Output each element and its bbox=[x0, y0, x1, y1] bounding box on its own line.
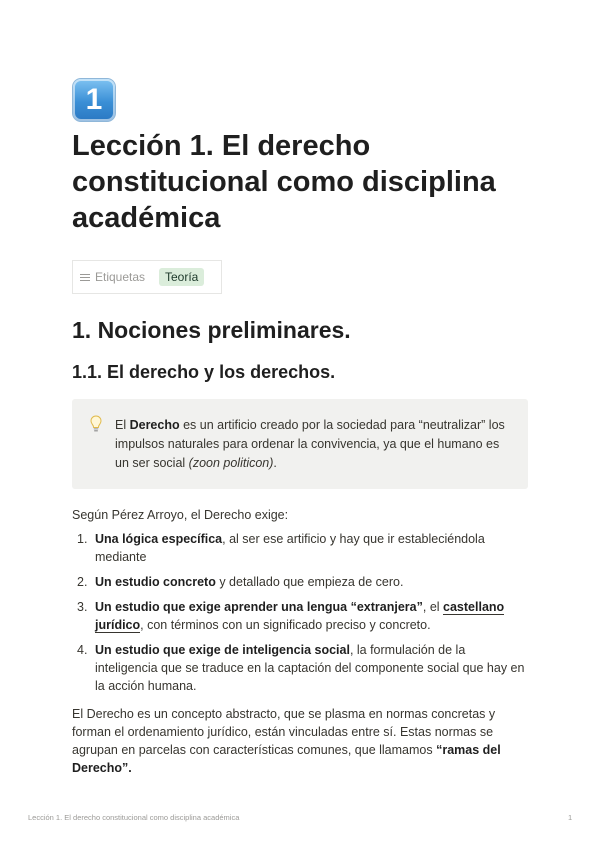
property-label[interactable] bbox=[73, 270, 159, 284]
callout-text: El Derecho es un artificio creado por la sociedad para “neutralizar” los impulsos naturales para ordenar la convivencia, ya que el humano es un ser social (zoon politicon). bbox=[115, 418, 505, 470]
list-item: 1. Una lógica específica, al ser ese artificio y hay que ir estableciéndola mediante bbox=[77, 532, 485, 564]
outro-paragraph: El Derecho es un concepto abstracto, que se plasma en normas concretas y forman el ordenamiento jurídico, están vinculadas entre sí. Estas normas se agrupan en parcelas con características comunes, que llamamos “ramas del Derecho”. bbox=[72, 707, 501, 775]
intro-paragraph: Según Pérez Arroyo, el Derecho exige: bbox=[72, 508, 289, 522]
properties-row bbox=[72, 260, 222, 294]
castellano-juridico-link[interactable]: castellano jurídico bbox=[95, 600, 505, 632]
page-number: 1 bbox=[568, 813, 573, 822]
footer-title: Lección 1. El derecho constitucional como disciplina académica bbox=[28, 813, 240, 822]
keycap-one-icon: 1 bbox=[73, 79, 115, 121]
section-heading: 1. Nociones preliminares. bbox=[72, 317, 351, 343]
list-item: 4. Un estudio que exige de inteligencia social, la formulación de la inteligencia que se traduce en la captación del componente social que hay en la acción humana. bbox=[77, 643, 525, 693]
numbered-list bbox=[72, 530, 528, 702]
list-item: 3. Un estudio que exige aprender una lengua “extranjera”, el castellano jurídico, con términos con un significado preciso y concreto. bbox=[77, 600, 505, 632]
list-item: 2. Un estudio concreto y detallado que empieza de cero. bbox=[77, 575, 404, 589]
page-title: Lección 1. El derecho constitucional como disciplina académica bbox=[72, 130, 496, 234]
callout-box bbox=[72, 399, 528, 489]
list-icon bbox=[80, 274, 90, 281]
tag-badge[interactable]: Teoría bbox=[159, 268, 204, 286]
property-label-text: Etiquetas bbox=[95, 270, 146, 284]
lightbulb-icon bbox=[90, 415, 102, 433]
subsection-heading: 1.1. El derecho y los derechos. bbox=[72, 362, 336, 382]
